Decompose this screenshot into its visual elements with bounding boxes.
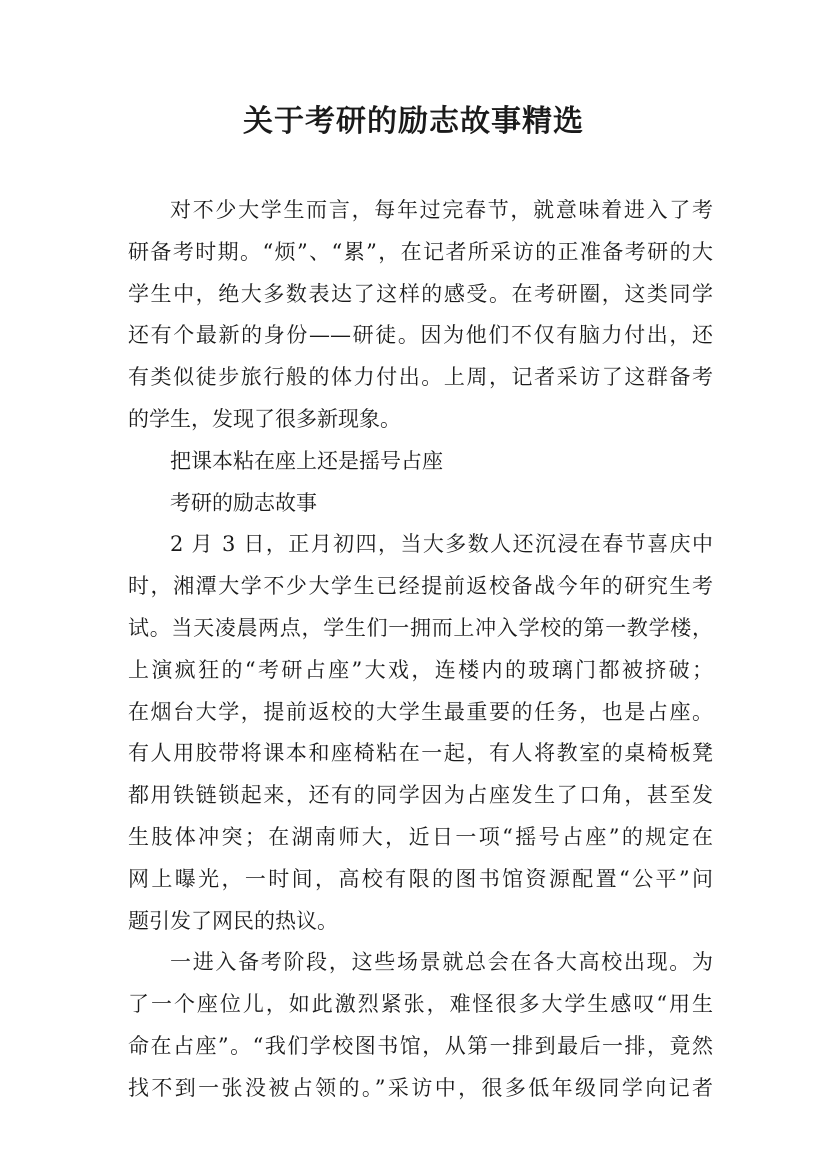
paragraph-line: 一进入备考阶段，这些场景就总会在各大高校出现。为 bbox=[170, 950, 713, 975]
paragraph-line: 还有个最新的身份——研徒。因为他们不仅有脑力付出，还 bbox=[128, 323, 713, 348]
paragraph-line: 题引发了网民的热议。 bbox=[128, 908, 338, 933]
document-body bbox=[128, 190, 713, 1110]
paragraph-line: 的学生，发现了很多新现象。 bbox=[128, 406, 401, 431]
paragraph-line: 有类似徒步旅行般的体力付出。上周，记者采访了这群备考 bbox=[128, 365, 713, 390]
paragraph-line: 时，湘潭大学不少大学生已经提前返校备战今年的研究生考 bbox=[128, 574, 713, 599]
paragraph-line: 上演疯狂的“考研占座”大戏，连楼内的玻璃门都被挤破； bbox=[128, 657, 713, 682]
paragraph-line: 对不少大学生而言，每年过完春节，就意味着进入了考 bbox=[170, 198, 713, 222]
subheading: 把课本粘在座上还是摇号占座 bbox=[170, 448, 443, 473]
document-title: 关于考研的励志故事精选 bbox=[243, 104, 584, 139]
paragraph-line: 在烟台大学，提前返校的大学生最重要的任务，也是占座。 bbox=[128, 699, 713, 724]
paragraph-line: 生肢体冲突；在湖南师大，近日一项“摇号占座”的规定在 bbox=[128, 824, 713, 849]
paragraph-line: 网上曝光，一时间，高校有限的图书馆资源配置“公平”问 bbox=[128, 866, 713, 891]
paragraph-line: 学生中，绝大多数表达了这样的感受。在考研圈，这类同学 bbox=[128, 281, 713, 306]
paragraph-line: 都用铁链锁起来，还有的同学因为占座发生了口角，甚至发 bbox=[128, 783, 713, 808]
paragraph-line: 2 月 3 日，正月初四，当大多数人还沉浸在春节喜庆中 bbox=[170, 532, 713, 557]
paragraph-line: 试。当天凌晨两点，学生们一拥而上冲入学校的第一教学楼， bbox=[128, 615, 713, 640]
paragraph-line: 找不到一张没被占领的。”采访中，很多低年级同学向记者 bbox=[128, 1075, 713, 1100]
paragraph-line: 了一个座位儿，如此激烈紧张，难怪很多大学生感叹“用生 bbox=[128, 992, 713, 1017]
paragraph-line: 研备考时期。“烦”、“累”，在记者所采访的正准备考研的大 bbox=[128, 239, 713, 264]
subheading: 考研的励志故事 bbox=[170, 490, 317, 515]
paragraph-line: 有人用胶带将课本和座椅粘在一起，有人将教室的桌椅板凳 bbox=[128, 741, 713, 766]
paragraph-line: 命在占座”。“我们学校图书馆，从第一排到最后一排，竟然 bbox=[128, 1033, 713, 1058]
